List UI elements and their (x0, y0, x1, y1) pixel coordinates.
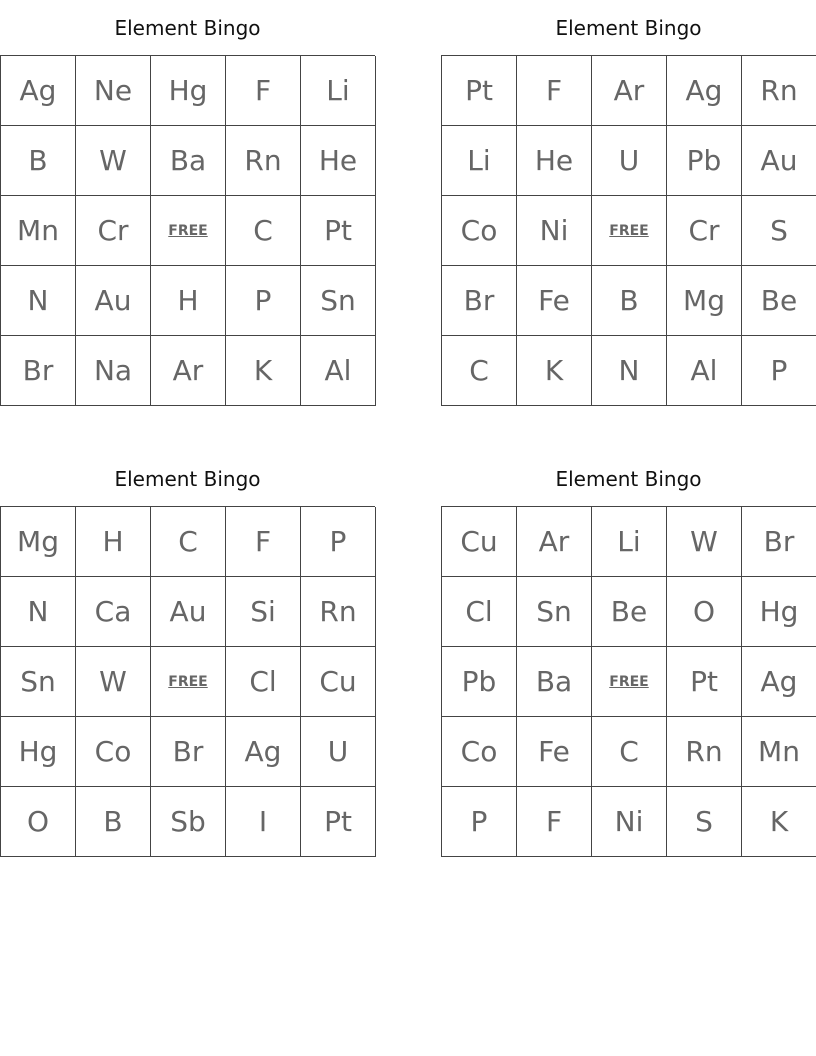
element-cell: P (301, 507, 376, 577)
bingo-grid (441, 506, 816, 857)
bingo-grid (0, 506, 375, 857)
element-cell: Ag (742, 647, 816, 717)
free-space-cell: FREE (592, 647, 667, 717)
free-space-cell: FREE (592, 196, 667, 266)
element-cell: I (226, 787, 301, 857)
element-cell: Al (301, 336, 376, 406)
element-cell: He (301, 126, 376, 196)
card-title: Element Bingo (555, 16, 702, 40)
bingo-card-3 (0, 451, 375, 857)
element-cell: Ca (76, 577, 151, 647)
element-cell: Co (442, 717, 517, 787)
element-cell: Au (151, 577, 226, 647)
element-cell: Cu (301, 647, 376, 717)
element-cell: Cr (667, 196, 742, 266)
element-cell: Pb (442, 647, 517, 717)
element-cell: S (667, 787, 742, 857)
element-cell: Ba (151, 126, 226, 196)
element-cell: Co (76, 717, 151, 787)
element-cell: Au (742, 126, 816, 196)
element-cell: Na (76, 336, 151, 406)
element-cell: U (592, 126, 667, 196)
element-cell: H (151, 266, 226, 336)
element-cell: Sb (151, 787, 226, 857)
element-cell: Br (442, 266, 517, 336)
element-cell: C (442, 336, 517, 406)
element-cell: N (1, 577, 76, 647)
element-cell: He (517, 126, 592, 196)
bingo-card-4 (441, 451, 816, 857)
element-cell: Be (742, 266, 816, 336)
element-cell: H (76, 507, 151, 577)
element-cell: Rn (226, 126, 301, 196)
element-cell: Sn (517, 577, 592, 647)
element-cell: P (442, 787, 517, 857)
element-cell: P (226, 266, 301, 336)
bingo-card-1 (0, 0, 375, 406)
element-cell: K (517, 336, 592, 406)
element-cell: Hg (742, 577, 816, 647)
element-cell: Li (592, 507, 667, 577)
element-cell: Fe (517, 717, 592, 787)
free-space-cell: FREE (151, 647, 226, 717)
element-cell: Rn (301, 577, 376, 647)
element-cell: Br (151, 717, 226, 787)
element-cell: W (76, 126, 151, 196)
element-cell: K (742, 787, 816, 857)
element-cell: U (301, 717, 376, 787)
element-cell: Ar (151, 336, 226, 406)
element-cell: F (226, 56, 301, 126)
element-cell: Sn (1, 647, 76, 717)
element-cell: P (742, 336, 816, 406)
element-cell: Ag (226, 717, 301, 787)
element-cell: W (667, 507, 742, 577)
element-cell: Au (76, 266, 151, 336)
element-cell: Cr (76, 196, 151, 266)
element-cell: Ag (1, 56, 76, 126)
card-title: Element Bingo (555, 467, 702, 491)
element-cell: C (151, 507, 226, 577)
element-cell: Pt (667, 647, 742, 717)
element-cell: Ni (592, 787, 667, 857)
element-cell: Pb (667, 126, 742, 196)
element-cell: K (226, 336, 301, 406)
free-space-cell: FREE (151, 196, 226, 266)
element-cell: Pt (301, 787, 376, 857)
bingo-card-2 (441, 0, 816, 406)
element-cell: O (1, 787, 76, 857)
element-cell: Mn (1, 196, 76, 266)
element-cell: B (1, 126, 76, 196)
element-cell: Pt (301, 196, 376, 266)
element-cell: Cl (226, 647, 301, 717)
element-cell: S (742, 196, 816, 266)
element-cell: Fe (517, 266, 592, 336)
element-cell: Ar (592, 56, 667, 126)
card-title: Element Bingo (114, 16, 261, 40)
element-cell: Br (742, 507, 816, 577)
element-cell: B (76, 787, 151, 857)
element-cell: N (1, 266, 76, 336)
element-cell: F (517, 787, 592, 857)
element-cell: Li (301, 56, 376, 126)
element-cell: Cl (442, 577, 517, 647)
element-cell: Rn (742, 56, 816, 126)
element-cell: Si (226, 577, 301, 647)
element-cell: N (592, 336, 667, 406)
element-cell: B (592, 266, 667, 336)
element-cell: Li (442, 126, 517, 196)
element-cell: W (76, 647, 151, 717)
element-cell: Sn (301, 266, 376, 336)
element-cell: Mg (667, 266, 742, 336)
element-cell: C (592, 717, 667, 787)
element-cell: O (667, 577, 742, 647)
element-cell: Ag (667, 56, 742, 126)
element-cell: Mg (1, 507, 76, 577)
element-cell: Hg (151, 56, 226, 126)
element-cell: F (226, 507, 301, 577)
element-cell: Be (592, 577, 667, 647)
bingo-grid (441, 55, 816, 406)
element-cell: Ba (517, 647, 592, 717)
element-cell: Cu (442, 507, 517, 577)
bingo-grid (0, 55, 375, 406)
card-title: Element Bingo (114, 467, 261, 491)
element-cell: Ar (517, 507, 592, 577)
element-cell: F (517, 56, 592, 126)
element-cell: C (226, 196, 301, 266)
element-cell: Rn (667, 717, 742, 787)
element-cell: Br (1, 336, 76, 406)
element-cell: Co (442, 196, 517, 266)
element-cell: Ne (76, 56, 151, 126)
element-cell: Al (667, 336, 742, 406)
element-cell: Pt (442, 56, 517, 126)
element-cell: Hg (1, 717, 76, 787)
element-cell: Mn (742, 717, 816, 787)
element-cell: Ni (517, 196, 592, 266)
